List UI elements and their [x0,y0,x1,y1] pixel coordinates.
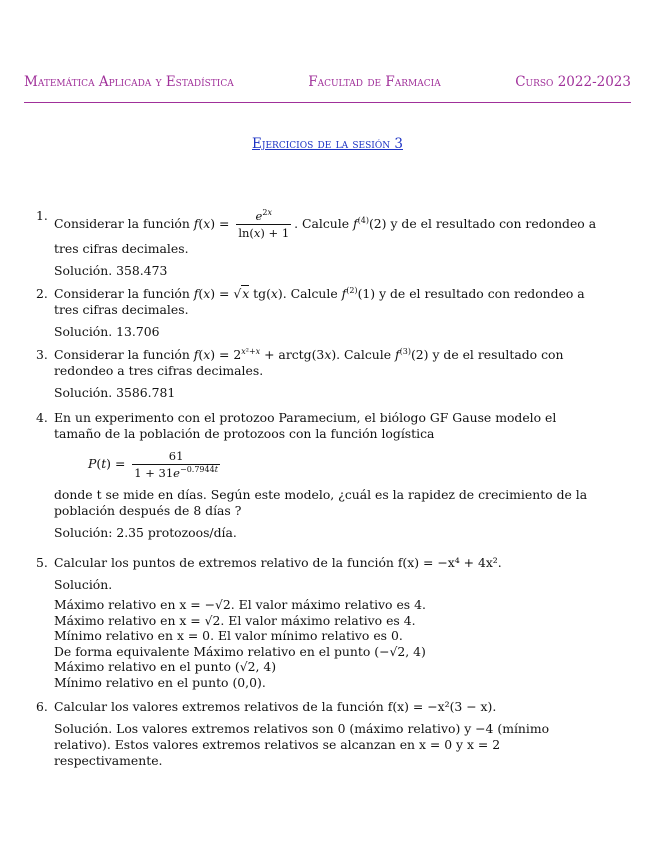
solution-line: Máximo relativo en x = −√2. El valor máximo relativo es 4. [54,597,426,612]
exercise-statement: Considerar la función f(x) = $\frac{e^{2x}}{\ln(x) + 1}$ . Calcule $f^{(4)}(2)$ y de el resultado con redondeo a tres cifras decimales. [54,208,597,256]
header-course-name: Matemática Aplicada y Estadística [24,74,234,90]
exercise-5 [38,555,603,690]
solution-line: Mínimo relativo en el punto (0,0). [54,674,266,690]
exercise-6 [38,699,603,769]
exercise-number: 3. [36,347,48,362]
exercise-number: 1. [36,208,48,223]
solution: Solución: 2.35 protozoos/día. [54,525,237,540]
solution-line: Máximo relativo en x = √2. El valor máximo relativo es 4. [54,612,416,628]
solution: Solución. 13.706 [54,324,160,339]
solution-line: Mínimo relativo en x = 0. El valor mínimo relativo es 0. [54,628,403,643]
solution-lines [54,597,603,690]
fraction: $\frac{e^{2x}}{\ln(x) + 1}$ [238,208,290,240]
exercise-question: donde t se mide en días. Según este modelo, ¿cuál es la rapidez de crecimiento de la población después de 8 días ? [54,487,588,518]
exercise-statement: Calcular los valores extremos relativos de la función f(x) = −x²(3 − x). [54,699,497,714]
exercise-number: 2. [36,286,48,301]
exercise-2 [38,286,603,340]
header-faculty: Facultad de Farmacia [308,74,441,90]
page-header [24,74,631,103]
logistic-formula: P(t) = $\frac{61}{1 + 31e^{-0.7944t}}$ [88,449,218,480]
exercise-1 [38,208,603,279]
header-year: Curso 2022-2023 [515,74,631,90]
solution: Solución. Los valores extremos relativos son 0 (máximo relativo) y −4 (mínimo relativo). Estos valores extremos relativos se alcanzan en x = 0 y x = 2 respectivamente. [54,721,550,768]
solution-heading: Solución. [54,577,113,592]
solution: Solución. 3586.781 [54,385,176,400]
exercise-statement: En un experimento con el protozoo Paramecium, el biólogo GF Gause modelo el tamaño de la población de protozoos con la función logística [54,410,557,441]
exercise-statement: Considerar la función $f(x) = 2^{x^2+x}$ + arctg(3x). Calcule $f^{(3)}(2)$ y de el resultado con redondeo a tres cifras decimales. [54,346,564,378]
solution: Solución. 358.473 [54,263,168,278]
exercise-number: 5. [36,555,48,570]
exercise-number: 6. [36,699,48,714]
exercise-3 [38,347,603,401]
exercise-statement: Calcular los puntos de extremos relativo de la función f(x) = −x⁴ + 4x². [54,555,502,570]
solution-line: De forma equivalente Máximo relativo en el punto (−√2, 4) [54,643,426,659]
exercise-statement: Considerar la función f(x) = √x tg(x). Calcule $f^{(2)}(1)$ y de el resultado con redondeo a tres cifras decimales. [54,285,585,317]
exercise-4 [38,410,603,541]
page-title[interactable]: Ejercicios de la sesión 3 [252,136,403,152]
solution-line: Máximo relativo en el punto (√2, 4) [54,659,277,674]
exercise-number: 4. [36,410,48,425]
